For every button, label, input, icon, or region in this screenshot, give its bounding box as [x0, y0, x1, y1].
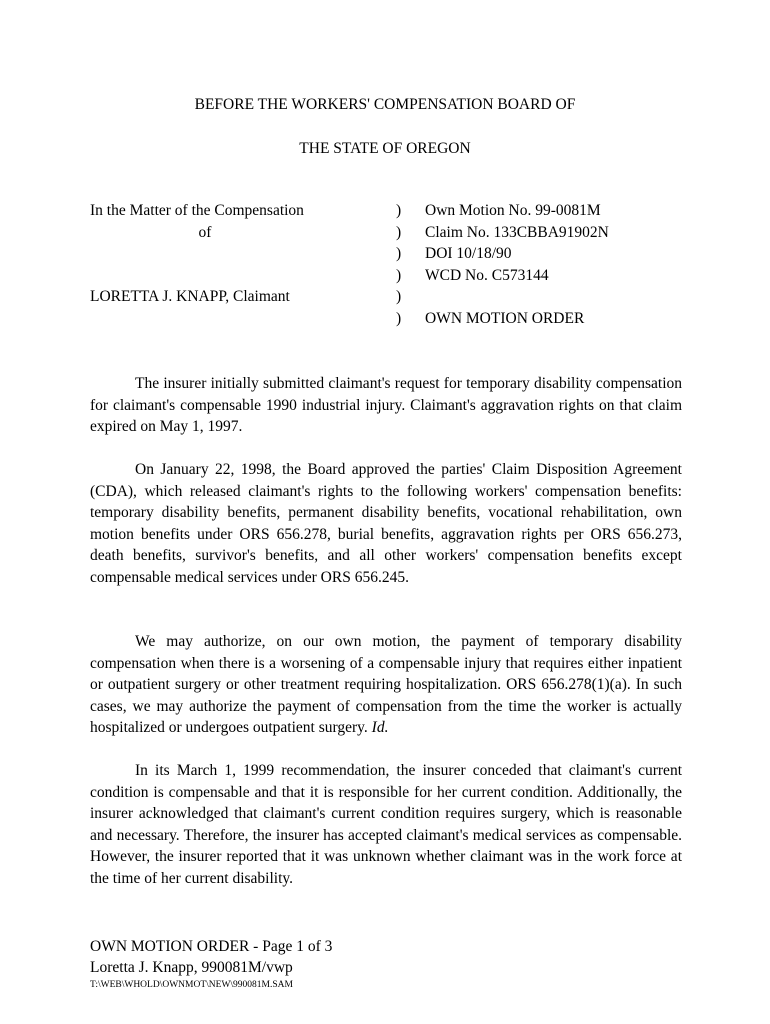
matter-line: In the Matter of the Compensation — [90, 202, 304, 219]
paren: ) — [396, 245, 402, 263]
wcd-number: WCD No. C573144 — [425, 266, 549, 284]
paragraph-3-text: We may authorize, on our own motion, the payment of temporary disability compensation when there is a worsening of a compensable injury that requires either inpatient or outpatient surgery or other treatment requiring hospitalization. ORS 656.278(1)(a). In such cases, we may authorize the payment of compensation from the time the worker is actually hospitalized or undergoes outpatient surgery. — [90, 633, 682, 737]
paragraph-1: The insurer initially submitted claimant's request for temporary disability compensation for claimant's compensable 1990 industrial injury. Claimant's aggravation rights on that claim expired on May 1, 1997. — [90, 375, 682, 436]
of-line: of — [198, 223, 212, 241]
footer-file-path: T:\WEB\WHOLD\OWNMOT\NEW\990081M.SAM — [90, 980, 293, 990]
paren: ) — [396, 309, 402, 327]
caption-left — [90, 200, 380, 308]
paragraph-4: In its March 1, 1999 recommendation, the insurer conceded that claimant's current condition is compensable and that it is responsible for her current condition. Additionally, the insurer acknowledged that claimant's current condition requires surgery, which is reasonable and necessary. Therefore, the insurer has accepted claimant's medical services as compensable. However, the insurer reported that it was unknown whether claimant was in the work force at the time of her current disability. — [90, 762, 682, 887]
footer-case-ref: Loretta J. Knapp, 990081M/vwp — [90, 959, 293, 976]
paragraph-2: On January 22, 1998, the Board approved the parties' Claim Disposition Agreement (CDA), which released claimant's rights to the following workers' compensation benefits: temporary disability benefits, permanent disability benefits, vocational rehabilitation, own motion benefits under ORS 656.278, burial benefits, aggravation rights per ORS 656.273, death benefits, survivor's benefits, and all other workers' compensation benefits except compensable medical services under ORS 656.245. — [90, 461, 682, 586]
paragraph-3 — [90, 631, 682, 739]
state-heading: THE STATE OF OREGON — [299, 140, 471, 157]
order-title: OWN MOTION ORDER — [425, 309, 585, 327]
paren: ) — [396, 223, 402, 241]
paren: ) — [396, 202, 402, 219]
caption-parentheses — [396, 200, 410, 330]
paren: ) — [396, 266, 402, 284]
doi: DOI 10/18/90 — [425, 245, 512, 263]
claimant-name: LORETTA J. KNAPP, Claimant — [90, 288, 290, 306]
footer-page-label: OWN MOTION ORDER - Page 1 of 3 — [90, 938, 333, 955]
own-motion-number: Own Motion No. 99-0081M — [425, 202, 601, 219]
claim-number: Claim No. 133CBBA91902N — [425, 223, 609, 241]
board-heading: BEFORE THE WORKERS' COMPENSATION BOARD OF — [194, 96, 576, 113]
id-citation: Id. — [371, 719, 389, 737]
caption-right — [425, 200, 725, 330]
paren: ) — [396, 288, 402, 306]
